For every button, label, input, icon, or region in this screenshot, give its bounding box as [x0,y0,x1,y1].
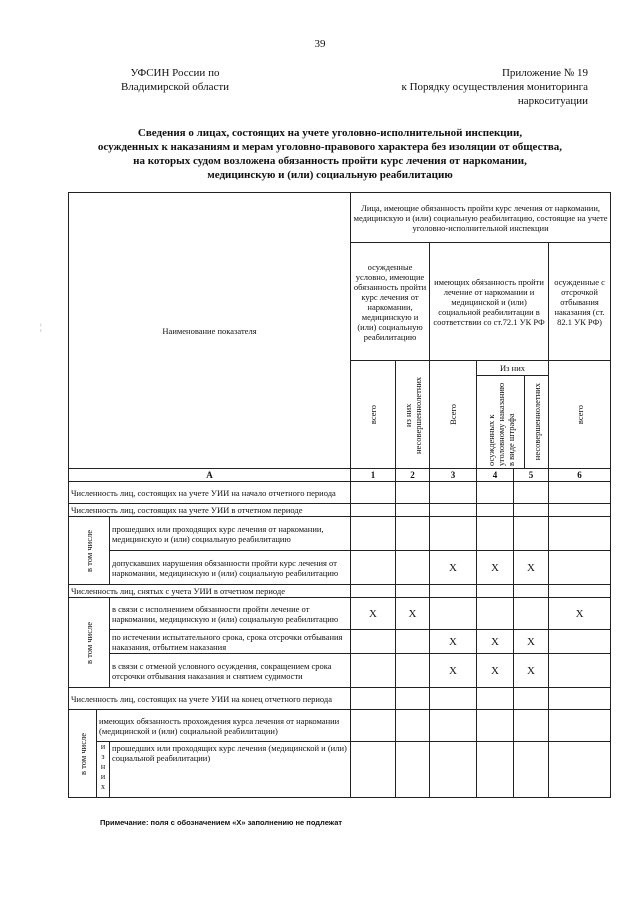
col-header-total [351,361,396,469]
value-cell[interactable] [351,585,396,598]
x-mark: Х [430,630,477,654]
row-label: Численность лиц, состоящих на учете УИИ на конец отчетного периода [69,688,351,710]
value-cell[interactable] [396,742,430,798]
vertical-label: всего [368,404,379,425]
x-mark: Х [477,630,514,654]
col-number: 2 [396,469,430,482]
vertical-label: в том числе [84,529,94,572]
value-cell[interactable] [396,710,430,742]
x-mark: Х [396,598,430,630]
scan-mark: ¦ [40,322,42,332]
value-cell[interactable] [351,654,396,688]
col-number: 1 [351,469,396,482]
row-label: допускавших нарушения обязанности пройти курс лечения от наркомании, медицинскую и (или) социальную реабилитацию [110,551,351,585]
x-mark: Х [514,654,549,688]
group-header: Лица, имеющие обязанность пройти курс лечения от наркомании, медицинскую и (или) социальную реабилитацию, состоящие на учете уголовно-исполнительной инспекции [351,193,611,243]
vertical-label: Всего [448,404,459,425]
value-cell[interactable] [477,482,514,504]
split-letter: н [100,762,106,771]
value-cell[interactable] [396,585,430,598]
value-cell[interactable] [351,551,396,585]
value-cell[interactable] [396,504,430,517]
col-number: 6 [549,469,611,482]
value-cell[interactable] [351,742,396,798]
row-label: прошедших или проходящих курс лечения от наркомании, медицинскую и (или) социальную реабилитацию [110,517,351,551]
title-line: медицинскую и (или) социальную реабилитацию [207,169,453,181]
value-cell[interactable] [430,585,477,598]
row-label: Численность лиц, состоящих на учете УИИ на начало отчетного периода [69,482,351,504]
value-cell[interactable] [351,710,396,742]
x-mark: Х [430,654,477,688]
header-right-line: к Порядку осуществления мониторинга [401,81,588,93]
col-header-total-82-1 [549,361,611,469]
value-cell[interactable] [549,688,611,710]
value-cell[interactable] [477,710,514,742]
value-cell[interactable] [514,710,549,742]
header-appendix [360,66,588,108]
vertical-label: в том числе [84,621,94,664]
value-cell[interactable] [477,504,514,517]
value-cell[interactable] [396,688,430,710]
split-letter: и [100,772,106,781]
row-label: Численность лиц, состоящих на учете УИИ в отчетном периоде [69,504,351,517]
subheader-art-72-1: имеющих обязанность пройти лечение от наркомании и медицинской и (или) социальной реабилитации в соответствии со ст.72.1 УК РФ [430,243,549,361]
value-cell[interactable] [549,551,611,585]
col-number: 3 [430,469,477,482]
col-header-minors [396,361,430,469]
report-table [68,192,611,798]
footnote-label: Примечание: [100,818,149,827]
value-cell[interactable] [549,710,611,742]
value-cell[interactable] [477,598,514,630]
x-mark: Х [477,551,514,585]
split-letter: х [101,782,105,791]
vertical-label: осужденных к уголовному наказанию в виде штрафа [485,382,516,466]
x-mark: Х [514,551,549,585]
footnote-text: поля с обозначением «Х» заполнению не подлежат [148,818,343,827]
value-cell[interactable] [430,598,477,630]
value-cell[interactable] [549,482,611,504]
table-row [69,504,611,517]
col-header-of-them [477,361,549,469]
value-cell[interactable] [514,598,549,630]
vertical-label: всего [574,404,585,425]
value-cell[interactable] [514,585,549,598]
value-cell[interactable] [549,585,611,598]
vertical-label: в том числе [77,732,88,775]
value-cell[interactable] [514,517,549,551]
header-left-line: Владимирской области [120,81,230,93]
x-mark: Х [430,551,477,585]
row-label: в связи с отменой условного осуждения, сокращением срока отсрочки отбывания наказания и снятием судимости [110,654,351,688]
value-cell[interactable] [351,630,396,654]
document-title [62,126,598,182]
value-cell[interactable] [396,551,430,585]
value-cell[interactable] [430,482,477,504]
value-cell[interactable] [430,504,477,517]
col-letter: А [69,469,351,482]
col-number: 5 [514,469,549,482]
value-cell[interactable] [430,517,477,551]
col-number: 4 [477,469,514,482]
value-cell[interactable] [430,688,477,710]
col-header-total-72-1 [430,361,477,469]
row-label: прошедших или проходящих курс лечения (медицинской и (или) социальной реабилитации) [110,742,351,798]
value-cell[interactable] [514,482,549,504]
table-row [69,630,611,654]
including-label [69,710,97,798]
value-cell[interactable] [430,710,477,742]
value-cell[interactable] [477,688,514,710]
value-cell[interactable] [477,517,514,551]
row-label: по истечении испытательного срока, срока отсрочки отбывания наказания, отбытием наказания [110,630,351,654]
subheader-conditional: осужденные условно, имеющие обязанность пройти курс лечения от наркомании, медицинскую и (или) социальную реабилитацию [351,243,430,361]
indicator-header: Наименование показателя [69,193,351,469]
value-cell[interactable] [514,742,549,798]
header-right-line: Приложение № 19 [501,67,588,79]
table-row [69,482,611,504]
value-cell[interactable] [351,517,396,551]
split-letter: з [101,752,105,761]
vertical-label: из них несовершеннолетних [402,375,423,454]
title-line: на которых судом возложена обязанность пройти курс лечения от наркомании, [133,155,527,167]
col-header-fine [477,376,525,468]
x-mark: Х [351,598,396,630]
col-header-minors-72-1 [525,376,548,468]
header-right-line: наркоситуации [517,95,588,107]
value-cell[interactable] [514,504,549,517]
including-label [69,598,110,688]
split-label [97,742,110,798]
x-mark: Х [549,598,611,630]
value-cell[interactable] [396,482,430,504]
subheader-art-82-1: осужденные с отсрочкой отбывания наказания (ст. 82.1 УК РФ) [549,243,611,361]
footnote [100,818,580,827]
value-cell[interactable] [430,742,477,798]
table-row [69,551,611,585]
value-cell[interactable] [549,654,611,688]
value-cell[interactable] [396,517,430,551]
value-cell[interactable] [396,654,430,688]
split-letter: и [100,742,106,751]
title-line: осужденных к наказаниям и мерам уголовно-правового характера без изоляции от общества, [97,141,563,153]
title-line: Сведения о лицах, состоящих на учете уголовно-исполнительной инспекции, [137,127,523,139]
table-row [69,710,611,742]
table-row [69,585,611,598]
value-cell[interactable] [351,688,396,710]
value-cell[interactable] [514,688,549,710]
x-mark: Х [514,630,549,654]
of-them-label: Из них [477,361,548,376]
value-cell[interactable] [351,504,396,517]
value-cell[interactable] [549,630,611,654]
vertical-label: несовершеннолетних [531,383,542,461]
header-left-line: УФСИН России по [130,67,220,79]
table-row [69,688,611,710]
value-cell[interactable] [477,742,514,798]
value-cell[interactable] [396,630,430,654]
table-row [69,654,611,688]
page-number: 39 [314,38,326,50]
row-label: в связи с исполнением обязанности пройти лечение от наркомании, медицинскую и (или) социальную реабилитацию [110,598,351,630]
value-cell[interactable] [549,742,611,798]
value-cell[interactable] [549,504,611,517]
value-cell[interactable] [549,517,611,551]
table-row [69,742,611,798]
row-label: Численность лиц, снятых с учета УИИ в отчетном периоде [69,585,351,598]
table-row [69,598,611,630]
x-mark: Х [477,654,514,688]
value-cell[interactable] [477,585,514,598]
value-cell[interactable] [351,482,396,504]
header-organization [100,66,250,94]
table-row [69,517,611,551]
including-label [69,517,110,585]
row-label: имеющих обязанность прохождения курса лечения от наркомании (медицинской и (или) социальной реабилитации) [97,710,351,742]
